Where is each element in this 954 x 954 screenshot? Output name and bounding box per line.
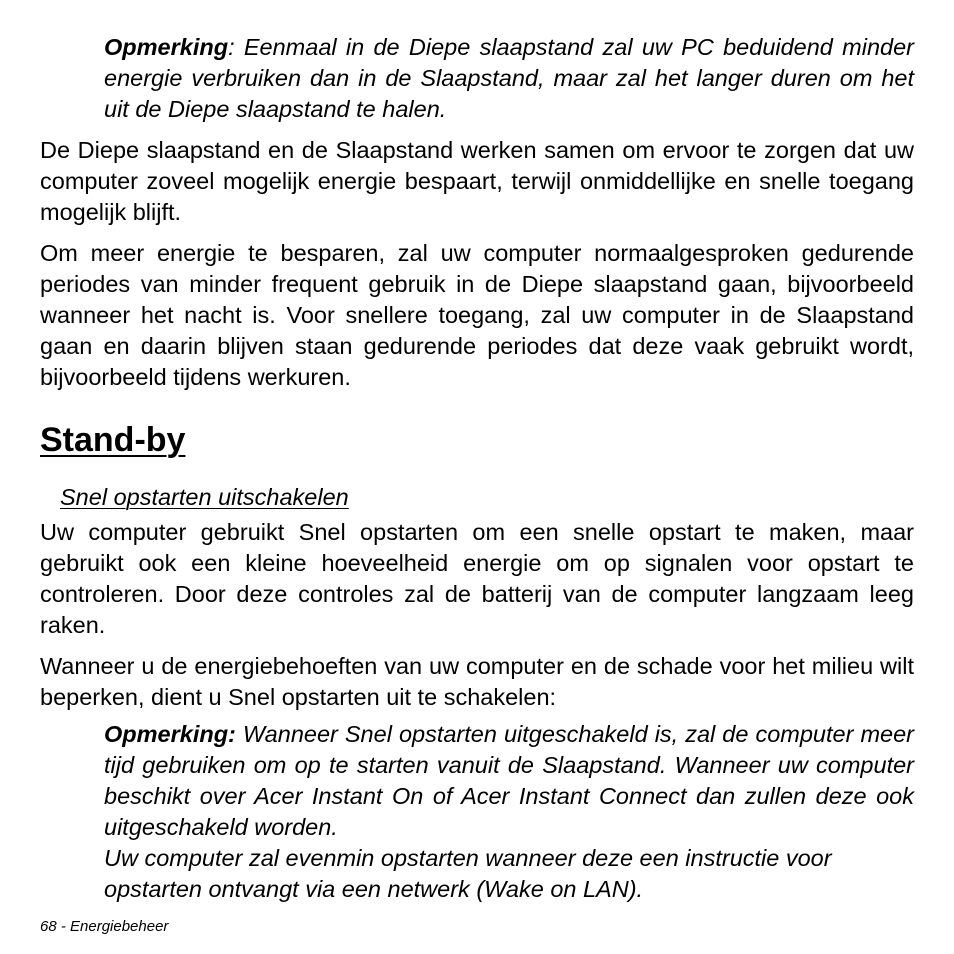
section-heading: Stand-by [40, 421, 186, 459]
note-label: Opmerking [104, 34, 229, 60]
note-fast-startup [104, 719, 914, 905]
note-deep-sleep [104, 32, 914, 125]
paragraph-sleep-modes: De Diepe slaapstand en de Slaapstand werken samen om ervoor te zorgen dat uw computer zoveel mogelijk energie bespaart, terwijl onmiddellijke en snelle toegang mogelijk blijft. [40, 137, 914, 225]
paragraph-fast-startup: Uw computer gebruikt Snel opstarten om een snelle opstart te maken, maar gebruikt ook een kleine hoeveelheid energie om op signalen voor opstart te controleren. Door deze controles zal de batterij van de computer langzaam leeg raken. [40, 519, 914, 638]
note-label: Opmerking: [104, 721, 236, 747]
fast-startup-link[interactable]: Snel opstarten uitschakelen [60, 484, 349, 510]
note-text: : Eenmaal in de Diepe slaapstand zal uw PC beduidend minder energie verbruiken dan in de Slaapstand, maar zal het langer duren om het uit de Diepe slaapstand te halen. [104, 34, 914, 122]
page-footer: 68 - Energiebeheer [40, 918, 169, 935]
note-text: Wanneer Snel opstarten uitgeschakeld is, zal de computer meer tijd gebruiken om op te starten vanuit de Slaapstand. Wanneer uw computer beschikt over Acer Instant On of Acer Instant Connect dan zullen deze ook uitgeschakeld worden. [104, 721, 914, 840]
paragraph-disable-fast-startup: Wanneer u de energiebehoeften van uw computer en de schade voor het milieu wilt beperken, dient u Snel opstarten uit te schakelen: [40, 653, 914, 710]
note-text-wake-on-lan: Uw computer zal evenmin opstarten wanneer deze een instructie voor opstarten ontvangt via een netwerk (Wake on LAN). [104, 845, 832, 902]
page-content [40, 32, 914, 905]
paragraph-save-energy: Om meer energie te besparen, zal uw computer normaalgesproken gedurende periodes van minder frequent gebruik in de Diepe slaapstand gaan, bijvoorbeeld wanneer het nacht is. Voor snellere toegang, zal uw computer in de Slaapstand gaan en daarin blijven staan gedurende periodes dat deze vaak gebruikt wordt, bijvoorbeeld tijdens werkuren. [40, 240, 914, 390]
